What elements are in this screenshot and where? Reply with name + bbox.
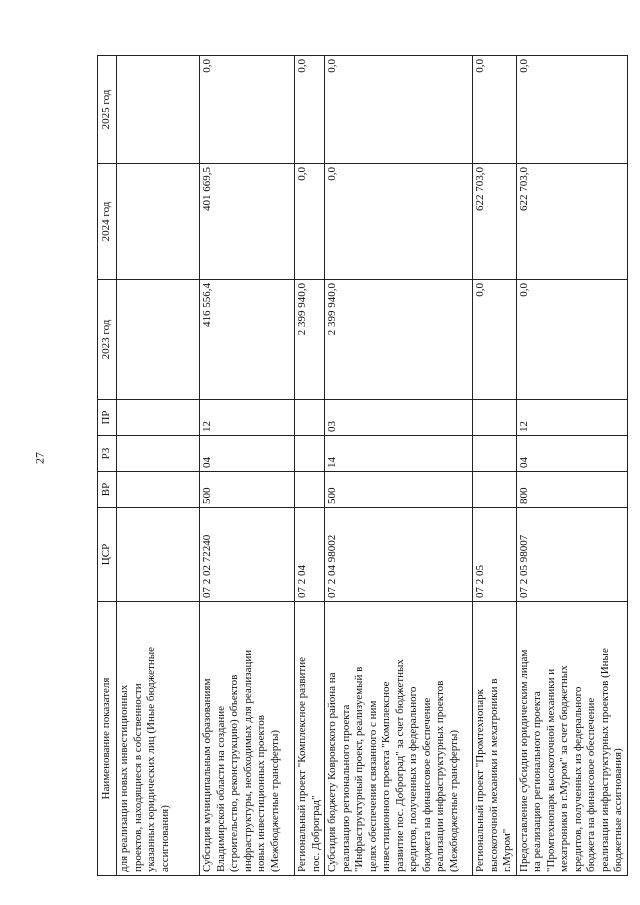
row-pr: 12 (516, 400, 627, 436)
header-2025: 2025 год (98, 56, 117, 164)
row-name: Субсидия бюджету Ковровского района на реализацию регионального проекта "Инфраструктурный проект, реализуемый в целях обеспечения связанного с ним инвестиционного проекта "Комплексное развитие пос. Доброград" за счет бюджетных кредитов, полученных из федерального бюджета на финансовое обеспечение реализации инфраструктурных проектов (Межбюджетные трансферты) (325, 602, 473, 876)
row-2023 (117, 280, 200, 400)
header-csr: ЦСР (98, 508, 117, 602)
row-vr: 500 (200, 472, 295, 508)
row-2025: 0,0 (325, 56, 473, 164)
row-2025: 0,0 (295, 56, 325, 164)
row-2025: 0,0 (473, 56, 517, 164)
row-vr (473, 472, 517, 508)
row-name: Региональный проект "Промтехнопарк высокоточной механики и мехатроники в г.Муром" (473, 602, 517, 876)
budget-table (97, 55, 628, 876)
row-rz (473, 436, 517, 472)
row-2025: 0,0 (516, 56, 627, 164)
row-2023: 0,0 (473, 280, 517, 400)
table-row (473, 56, 517, 876)
budget-table-sheet (97, 56, 624, 876)
row-vr: 500 (325, 472, 473, 508)
row-2023: 0,0 (516, 280, 627, 400)
row-2024: 622 703,0 (516, 164, 627, 280)
table-row (516, 56, 627, 876)
header-2023: 2023 год (98, 280, 117, 400)
header-2024: 2024 год (98, 164, 117, 280)
row-pr (473, 400, 517, 436)
row-name: Региональный проект "Комплексное развитие пос. Доброград" (295, 602, 325, 876)
row-vr (117, 472, 200, 508)
row-2023: 416 556,4 (200, 280, 295, 400)
row-csr: 07 2 05 98007 (516, 508, 627, 602)
row-vr (295, 472, 325, 508)
row-name: Предоставление субсидии юридическим лицам на реализацию регионального проекта "Промтехнопарк высокоточной механики и мехатроники в г.Муром" за счет бюджетных кредитов, полученных из федерального бюджета на финансовое обеспечение реализации инфраструктурных проектов (Иные бюджетные ассигнования) (516, 602, 627, 876)
header-rz: РЗ (98, 436, 117, 472)
row-pr: 12 (200, 400, 295, 436)
page-number: 27 (32, 452, 47, 464)
row-rz: 04 (516, 436, 627, 472)
row-rz (117, 436, 200, 472)
table-row (200, 56, 295, 876)
row-2024: 0,0 (295, 164, 325, 280)
row-csr: 07 2 05 (473, 508, 517, 602)
row-2024: 401 669,5 (200, 164, 295, 280)
row-csr: 07 2 04 (295, 508, 325, 602)
row-2024: 622 703,0 (473, 164, 517, 280)
row-2023: 2 399 940,0 (295, 280, 325, 400)
row-pr: 03 (325, 400, 473, 436)
row-name: для реализации новых инвестиционных проектов, находящиеся в собственности указанных юридических лиц (Иные бюджетные ассигнования) (117, 602, 200, 876)
row-2025: 0,0 (200, 56, 295, 164)
row-2024: 0,0 (325, 164, 473, 280)
row-2025 (117, 56, 200, 164)
header-name: Наименование показателя (98, 602, 117, 876)
header-pr: ПР (98, 400, 117, 436)
row-name: Субсидия муниципальным образованиям Владимирской области на создание (строительство, реконструкцию) объектов инфраструктуры, необходимых для реализации новых инвестиционных проектов (Межбюджетные трансферты) (200, 602, 295, 876)
table-row (295, 56, 325, 876)
row-vr: 800 (516, 472, 627, 508)
row-rz: 14 (325, 436, 473, 472)
table-header-row (98, 56, 117, 876)
row-csr: 07 2 04 98002 (325, 508, 473, 602)
row-csr: 07 2 02 72240 (200, 508, 295, 602)
row-pr (295, 400, 325, 436)
row-pr (117, 400, 200, 436)
row-rz: 04 (200, 436, 295, 472)
table-row (325, 56, 473, 876)
row-rz (295, 436, 325, 472)
table-row (117, 56, 200, 876)
row-2024 (117, 164, 200, 280)
row-csr (117, 508, 200, 602)
header-vr: ВР (98, 472, 117, 508)
row-2023: 2 399 940,0 (325, 280, 473, 400)
